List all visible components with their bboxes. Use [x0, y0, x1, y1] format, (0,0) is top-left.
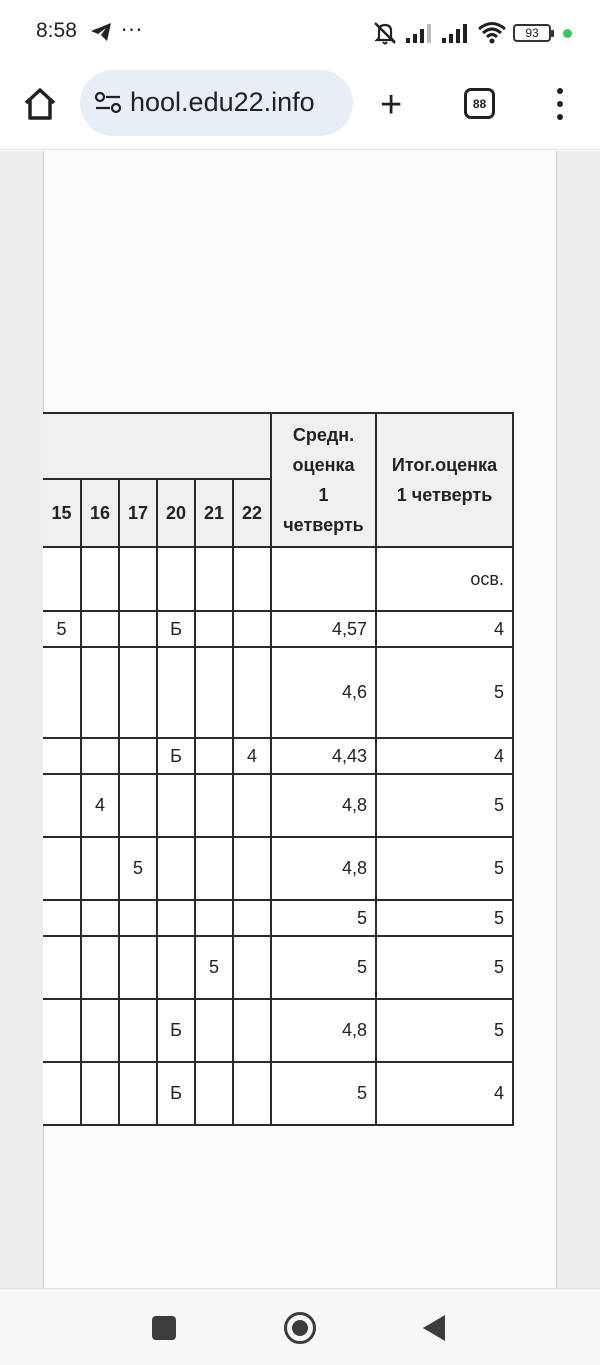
recents-icon[interactable]	[152, 1316, 176, 1340]
tabs-icon[interactable]	[464, 88, 495, 119]
mute-icon	[371, 20, 399, 46]
grade-cell: Б	[157, 738, 195, 774]
grade-cell	[195, 999, 233, 1062]
grade-cell	[233, 1062, 271, 1125]
day-header: 22	[233, 479, 271, 547]
grade-cell	[81, 936, 119, 999]
final-grade-header	[376, 413, 513, 547]
final-grade-cell: 5	[376, 837, 513, 900]
battery-level: 93	[525, 26, 539, 40]
status-icons	[371, 18, 572, 48]
grade-cell: 5	[195, 936, 233, 999]
status-bar	[0, 0, 600, 64]
privacy-indicator	[563, 29, 572, 38]
url-text: hool.edu22.info	[130, 87, 315, 117]
avg-grade-cell: 4,8	[271, 774, 376, 837]
day-header: 16	[81, 479, 119, 547]
table-row	[43, 647, 513, 738]
avg-grade-cell: 4,8	[271, 999, 376, 1062]
final-grade-cell: 5	[376, 999, 513, 1062]
grade-cell	[81, 900, 119, 936]
header-avg-line: Средн.	[292, 425, 355, 445]
browser-toolbar	[0, 64, 600, 150]
signal-icon	[441, 22, 471, 44]
header-final-line: 1 четверть	[396, 485, 493, 505]
final-grade-cell: 4	[376, 611, 513, 647]
final-grade-cell: 5	[376, 774, 513, 837]
grade-cell	[195, 1062, 233, 1125]
grade-cell	[43, 900, 81, 936]
grade-cell	[195, 647, 233, 738]
final-grade-cell: осв.	[376, 547, 513, 611]
grade-cell	[43, 647, 81, 738]
grade-cell	[81, 837, 119, 900]
grade-cell	[43, 774, 81, 837]
grade-cell: Б	[157, 1062, 195, 1125]
final-grade-cell: 4	[376, 1062, 513, 1125]
final-grade-cell: 4	[376, 738, 513, 774]
grade-cell	[81, 738, 119, 774]
grade-cell	[81, 1062, 119, 1125]
grade-cell	[233, 999, 271, 1062]
avg-grade-cell: 4,57	[271, 611, 376, 647]
table-row	[43, 837, 513, 900]
avg-grade-cell: 5	[271, 900, 376, 936]
avg-grade-cell	[271, 547, 376, 611]
home-circle-icon[interactable]	[284, 1312, 316, 1344]
grade-cell	[43, 738, 81, 774]
grade-cell	[195, 774, 233, 837]
table-row	[43, 738, 513, 774]
back-icon[interactable]	[423, 1315, 445, 1341]
grade-cell	[119, 900, 157, 936]
final-grade-cell: 5	[376, 936, 513, 999]
grades-table	[43, 412, 514, 1126]
days-group-header	[43, 413, 271, 479]
grade-cell: 4	[81, 774, 119, 837]
grade-cell	[233, 900, 271, 936]
final-grade-cell: 5	[376, 900, 513, 936]
grade-cell	[43, 936, 81, 999]
grade-cell	[81, 999, 119, 1062]
table-row	[43, 611, 513, 647]
system-nav-bar	[0, 1288, 600, 1365]
telegram-icon	[90, 22, 112, 42]
grade-cell	[233, 837, 271, 900]
grade-cell	[81, 611, 119, 647]
day-header: 21	[195, 479, 233, 547]
grade-cell: 5	[43, 611, 81, 647]
avg-grade-cell: 4,43	[271, 738, 376, 774]
grade-cell	[43, 837, 81, 900]
header-avg-line: 1	[318, 485, 329, 505]
table-row	[43, 1062, 513, 1125]
grade-cell	[43, 999, 81, 1062]
address-bar[interactable]	[80, 70, 353, 136]
grade-cell: 5	[119, 837, 157, 900]
grade-cell	[195, 900, 233, 936]
grade-cell	[119, 738, 157, 774]
grade-cell	[233, 547, 271, 611]
grade-cell	[157, 837, 195, 900]
battery-icon	[513, 24, 551, 42]
grade-cell	[157, 936, 195, 999]
wifi-icon	[477, 21, 507, 45]
grade-cell	[195, 837, 233, 900]
table-row	[43, 547, 513, 611]
avg-grade-cell: 5	[271, 1062, 376, 1125]
table-row	[43, 936, 513, 999]
final-grade-cell: 5	[376, 647, 513, 738]
grade-cell	[119, 1062, 157, 1125]
avg-grade-cell: 5	[271, 936, 376, 999]
grade-cell: Б	[157, 999, 195, 1062]
grade-cell	[157, 774, 195, 837]
menu-icon[interactable]	[550, 88, 570, 120]
header-avg-line: оценка	[292, 455, 355, 475]
grade-cell	[119, 547, 157, 611]
grade-cell: Б	[157, 611, 195, 647]
grade-cell	[119, 936, 157, 999]
table-row	[43, 900, 513, 936]
grade-cell	[233, 647, 271, 738]
day-header: 17	[119, 479, 157, 547]
header-avg-line: четверть	[283, 515, 364, 535]
home-icon[interactable]	[20, 84, 60, 124]
grade-cell	[81, 647, 119, 738]
grade-cell	[233, 774, 271, 837]
avg-grade-cell: 4,8	[271, 837, 376, 900]
grade-cell	[157, 647, 195, 738]
grade-cell	[119, 999, 157, 1062]
avg-grade-cell: 4,6	[271, 647, 376, 738]
grade-cell	[195, 738, 233, 774]
site-settings-icon[interactable]	[94, 92, 122, 114]
grade-cell: 4	[233, 738, 271, 774]
more-notifications-icon: ···	[121, 18, 144, 42]
grade-cell	[43, 1062, 81, 1125]
grade-cell	[43, 547, 81, 611]
grade-cell	[195, 611, 233, 647]
grade-cell	[81, 547, 119, 611]
status-time: 8:58	[36, 19, 77, 42]
table-row	[43, 999, 513, 1062]
grade-cell	[195, 547, 233, 611]
grade-cell	[157, 547, 195, 611]
tabs-count: 88	[472, 96, 487, 111]
grade-cell	[233, 611, 271, 647]
day-header: 20	[157, 479, 195, 547]
table-row	[43, 774, 513, 837]
grade-cell	[119, 611, 157, 647]
grade-cell	[157, 900, 195, 936]
header-final-line: Итог.оценка	[391, 455, 498, 475]
day-header: 15	[43, 479, 81, 547]
avg-grade-header	[271, 413, 376, 547]
grade-cell	[119, 774, 157, 837]
grade-cell	[119, 647, 157, 738]
signal-icon	[405, 22, 435, 44]
new-tab-icon[interactable]: +	[380, 84, 403, 126]
grade-cell	[233, 936, 271, 999]
